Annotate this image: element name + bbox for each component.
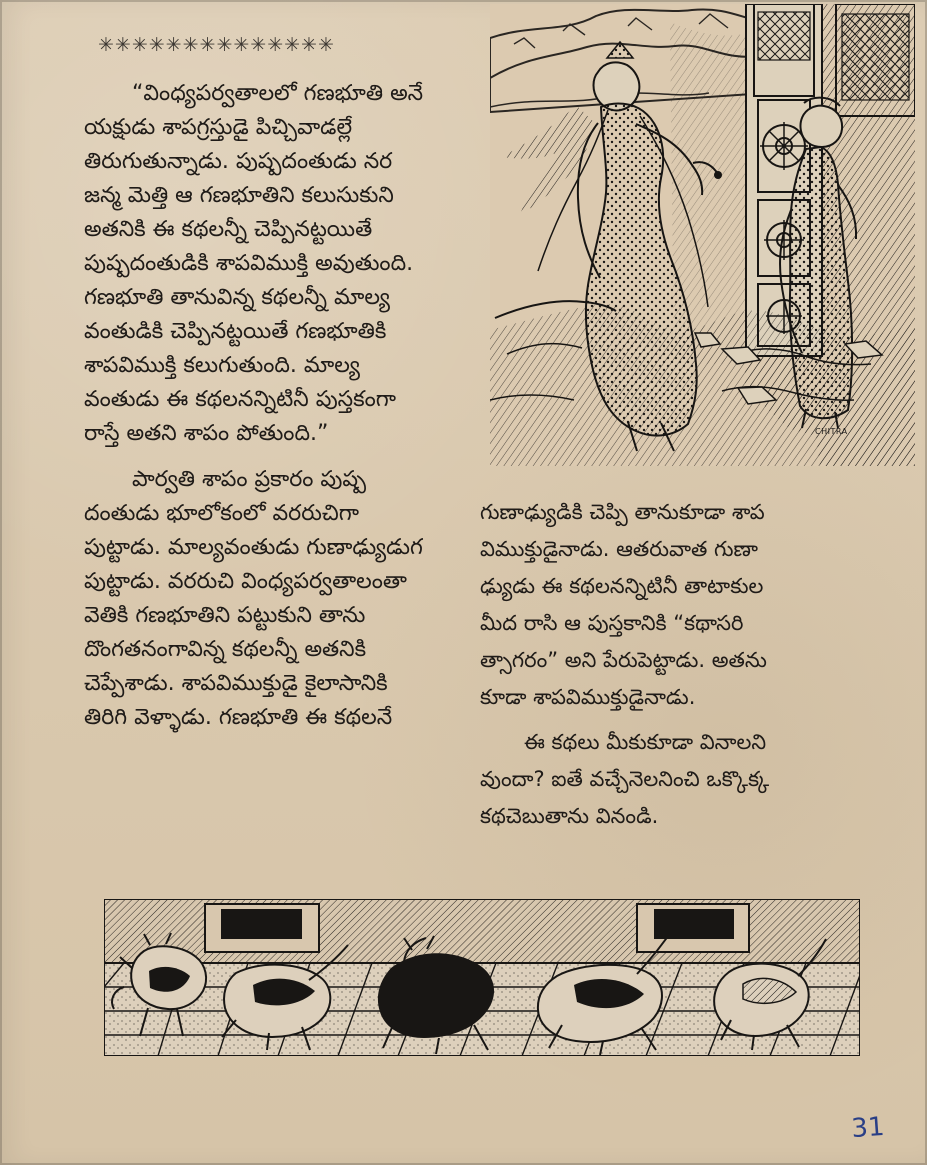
left-line-11: రాస్తే అతని శాపం పోతుంది.” [84,421,329,446]
bottom-cats-illustration [104,899,860,1056]
paragraph-gap [84,451,466,463]
right-paragraph-gap [480,716,860,724]
left-line-8: వంతుడికి చెప్పినట్టయితే గణభూతికి [84,319,387,344]
left-line-16: వెతికి గణభూతిని పట్టుకుని తాను [84,603,366,628]
right-line-2: విముక్తుడైనాడు. ఆతరువాత గుణా [480,537,758,561]
left-line-13: దంతుడు భూలోకంలో వరరుచిగా [84,501,359,526]
left-line-9: శాపవిముక్తి కలుగుతుంది. మాల్య [84,353,360,378]
right-line-4: మీద రాసి ఆ పుస్తకానికి “కథాసరి [480,611,744,635]
right-text-column [480,494,860,835]
right-line-5: త్సాగరం” అని పేరుపెట్టాడు. అతను [480,648,767,672]
left-line-14: పుట్టాడు. మాల్యవంతుడు గుణాఢ్యుడుగ [84,535,423,560]
right-line-9: కథచెబుతాను వినండి. [480,804,659,828]
illustrator-signature: CHITRA [815,427,848,436]
left-line-15: పుట్టాడు. వరరుచి వింధ్యపర్వతాలంతా [84,569,407,594]
illustration-scene [490,4,915,466]
left-text-column [84,77,466,735]
left-line-1: “వింధ్యపర్వతాలలో గణభూతి అనే [132,81,424,106]
bottom-cats-scene [104,899,860,1056]
left-line-5: అతనికి ఈ కథలన్నీ చెప్పినట్టయితే [84,217,373,242]
header-ornament: ✳✳✳✳✳✳✳✳✳✳✳✳✳✳ [98,34,335,56]
top-story-illustration [490,4,915,466]
right-line-1: గుణాఢ్యుడికి చెప్పి తానుకూడా శాప [480,500,765,524]
left-line-3: తిరుగుతున్నాడు. పుష్పదంతుడు నర [84,149,393,174]
left-line-2: యక్షుడు శాపగ్రస్తుడై పిచ్చివాడల్లే [84,115,353,140]
page-number: 31 [850,1111,886,1145]
right-line-8: వుందా? ఐతే వచ్చేనెలనించి ఒక్కొక్క [480,767,770,791]
left-line-7: గణభూతి తానువిన్న కథలన్నీ మాల్య [84,285,390,310]
left-line-18: చెప్పేశాడు. శాపవిముక్తుడై కైలాసానికి [84,671,388,696]
left-line-17: దొంగతనంగావిన్న కథలన్నీ అతనికి [84,637,367,662]
left-line-6: పుష్పదంతుడికి శాపవిముక్తి అవుతుంది. [84,251,414,276]
left-line-10: వంతుడు ఈ కథలనన్నిటినీ పుస్తకంగా [84,387,396,412]
right-line-7: ఈ కథలు మీకుకూడా వినాలని [524,730,767,754]
right-line-3: ఢ్యుడు ఈ కథలనన్నిటినీ తాటాకుల [480,574,764,598]
left-line-12: పార్వతి శాపం ప్రకారం పుష్ప [132,467,367,492]
right-line-6: కూడా శాపవిముక్తుడైనాడు. [480,685,696,709]
left-line-4: జన్మ మెత్తి ఆ గణభూతిని కలుసుకుని [84,183,394,208]
left-line-19: తిరిగి వెళ్ళాడు. గణభూతి ఈ కథలనే [84,705,393,730]
